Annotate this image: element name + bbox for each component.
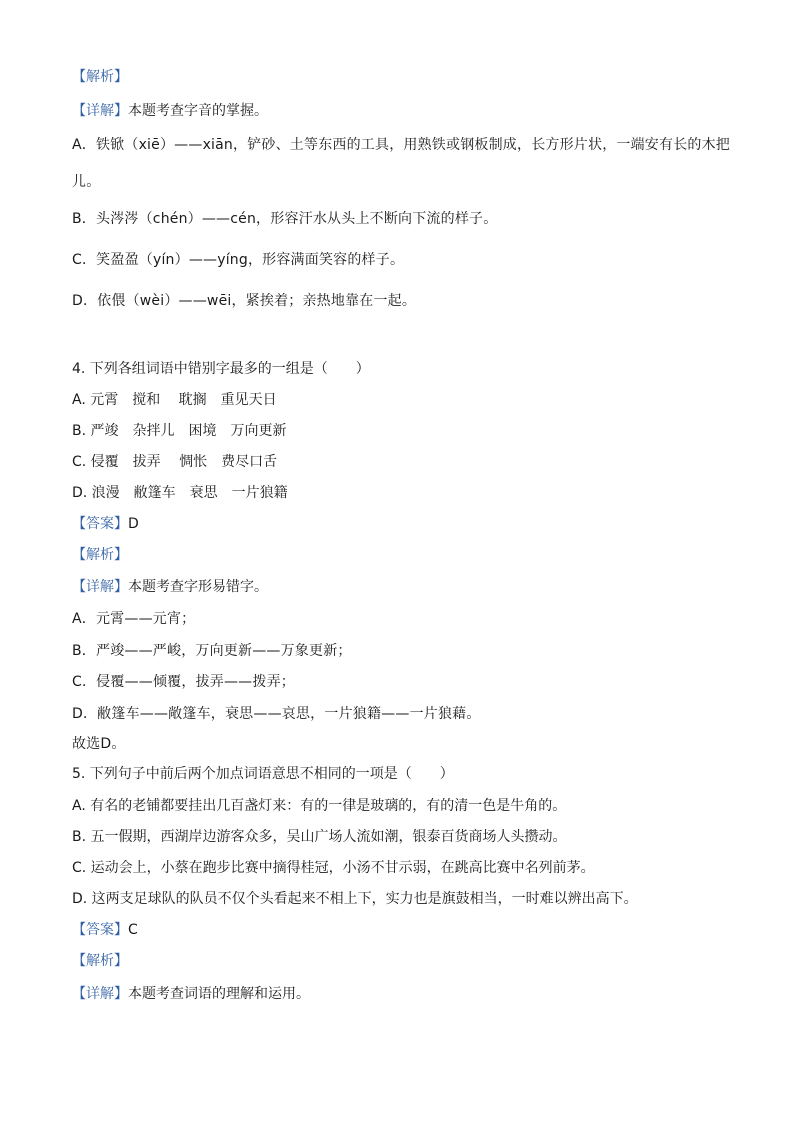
q4-conclusion: 故选D。: [72, 736, 126, 752]
q4-analysis-label: 【解析】: [72, 547, 128, 563]
q5-option-c: C. 运动会上，小蔡在跑步比赛中摘得桂冠，小汤不甘示弱，在跳高比赛中名列前茅。: [72, 860, 595, 876]
q5-answer-line: [72, 921, 734, 939]
q4-answer: D: [128, 516, 139, 532]
q4-stem: 4. 下列各组词语中错别字最多的一组是（ ）: [72, 361, 370, 377]
analysis-line-b: B．头涔涔（chén）——cén，形容汗水从头上不断向下流的样子。: [72, 211, 498, 227]
q5-detail-line: [72, 985, 734, 1003]
q5-stem: 5. 下列句子中前后两个加点词语意思不相同的一项是（ ）: [72, 766, 454, 782]
analysis-line-a-cont: 儿。: [72, 174, 101, 190]
detail-label: 【详解】: [72, 103, 128, 119]
q4-analysis-c: C．侵覆——倾覆，拔弄——拨弄；: [72, 674, 295, 690]
q5-answer: C: [128, 922, 138, 938]
q4-detail-label: 【详解】: [72, 579, 128, 595]
detail-line: [72, 102, 734, 120]
q4-analysis-b: B．严竣——严峻，万向更新——万象更新；: [72, 643, 352, 659]
q5-answer-label: 【答案】: [72, 922, 128, 938]
q5-detail-label: 【详解】: [72, 986, 128, 1002]
q4-option-d: D. 浪漫 敝篷车 衰思 一片狼籍: [72, 485, 288, 501]
q5-detail-text: 本题考查词语的理解和运用。: [128, 986, 310, 1002]
analysis-line-a: A．铁锨（xiē）——xiān，铲砂、土等东西的工具，用熟铁或钢板制成，长方形片状，一端安有长的木把: [72, 137, 730, 153]
analysis-line-d: D．依偎（wèi）——wēi，紧挨着；亲热地靠在一起。: [72, 293, 417, 309]
q4-answer-label: 【答案】: [72, 516, 128, 532]
analysis-line-c: C．笑盈盈（yín）——yíng，形容满面笑容的样子。: [72, 252, 405, 268]
analysis-label: 【解析】: [72, 69, 128, 85]
detail-text: 本题考查字音的掌握。: [128, 103, 268, 119]
q5-option-d: D. 这两支足球队的队员不仅个头看起来不相上下，实力也是旗鼓相当，一时难以辨出高下。: [72, 891, 638, 907]
q4-option-b: B. 严竣 杂拌儿 困境 万向更新: [72, 423, 287, 439]
q5-option-a: A. 有名的老铺都要挂出几百盏灯来：有的一律是玻璃的，有的清一色是牛角的。: [72, 798, 567, 814]
q4-analysis-d: D．敝篷车——敞篷车，衰思——哀思，一片狼籍——一片狼藉。: [72, 706, 481, 722]
q4-option-c: C. 侵覆 拔弄 惆怅 费尽口舌: [72, 454, 278, 470]
q4-detail-line: [72, 578, 734, 596]
q5-analysis-label: 【解析】: [72, 953, 128, 969]
q4-option-a: A. 元霄 搅和 耽搁 重见天日: [72, 392, 277, 408]
q4-answer-line: [72, 515, 734, 533]
q4-analysis-a: A．元霄——元宵；: [72, 611, 196, 627]
q4-detail-text: 本题考查字形易错字。: [128, 579, 268, 595]
q5-option-b: B. 五一假期，西湖岸边游客众多，吴山广场人流如潮，银泰百货商场人头攒动。: [72, 829, 567, 845]
